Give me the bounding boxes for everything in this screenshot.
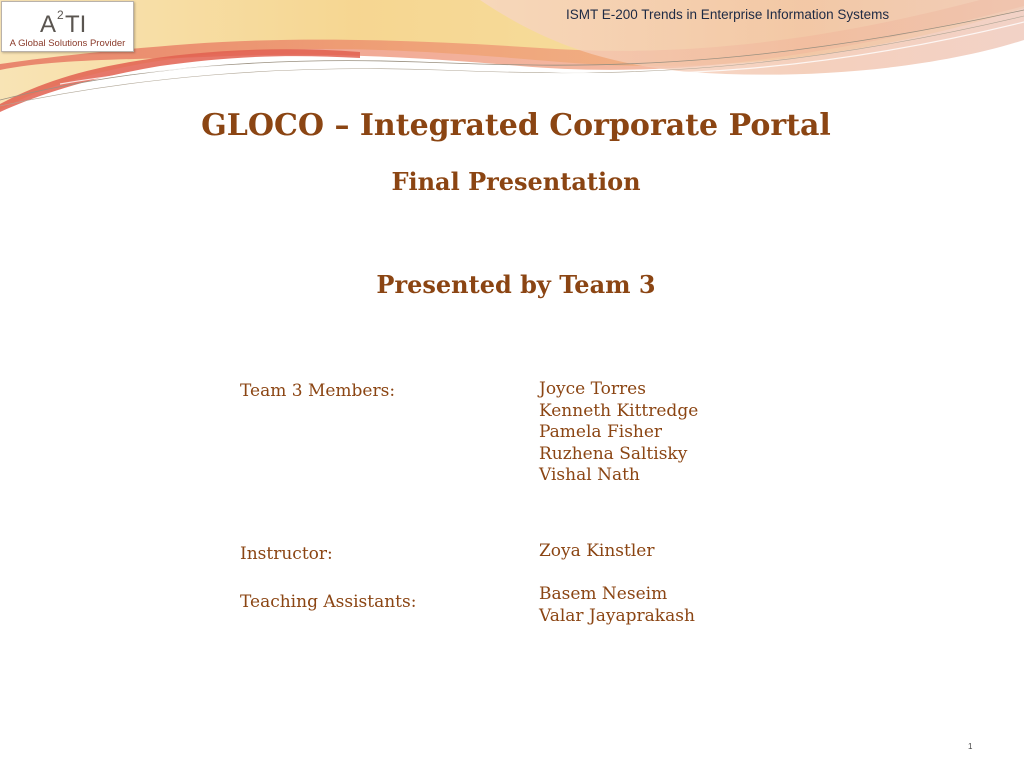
team-members-list (539, 379, 698, 487)
page-number: 1 (968, 742, 973, 751)
instructor-name: Zoya Kinstler (539, 541, 655, 561)
teaching-assistant: Valar Jayaprakash (539, 605, 695, 626)
logo-mark-superscript: 2 (57, 8, 64, 22)
team-member: Joyce Torres (539, 379, 646, 399)
logo-mark-base: A (40, 11, 57, 36)
team-member: Pamela Fisher (539, 422, 663, 442)
team-member: Kenneth Kittredge (539, 400, 699, 421)
team-member: Vishal Nath (539, 465, 640, 485)
slide-title: GLOCO – Integrated Corporate Portal (201, 108, 831, 143)
logo-mark-tail: TI (65, 11, 87, 36)
presented-by: Presented by Team 3 (376, 270, 656, 299)
company-logo (1, 1, 134, 52)
team-member: Ruzhena Saltisky (539, 443, 688, 464)
logo-tagline: A Global Solutions Provider (9, 38, 126, 49)
team-members-label: Team 3 Members: (240, 381, 396, 401)
instructor-label: Instructor: (240, 544, 333, 564)
teaching-assistants-list (539, 584, 695, 627)
slide-subtitle: Final Presentation (391, 167, 641, 196)
logo-mark (2, 6, 133, 36)
course-title: ISMT E-200 Trends in Enterprise Information Systems (566, 7, 890, 22)
teaching-assistant: Basem Neseim (539, 584, 668, 604)
teaching-assistants-label: Teaching Assistants: (240, 592, 417, 612)
